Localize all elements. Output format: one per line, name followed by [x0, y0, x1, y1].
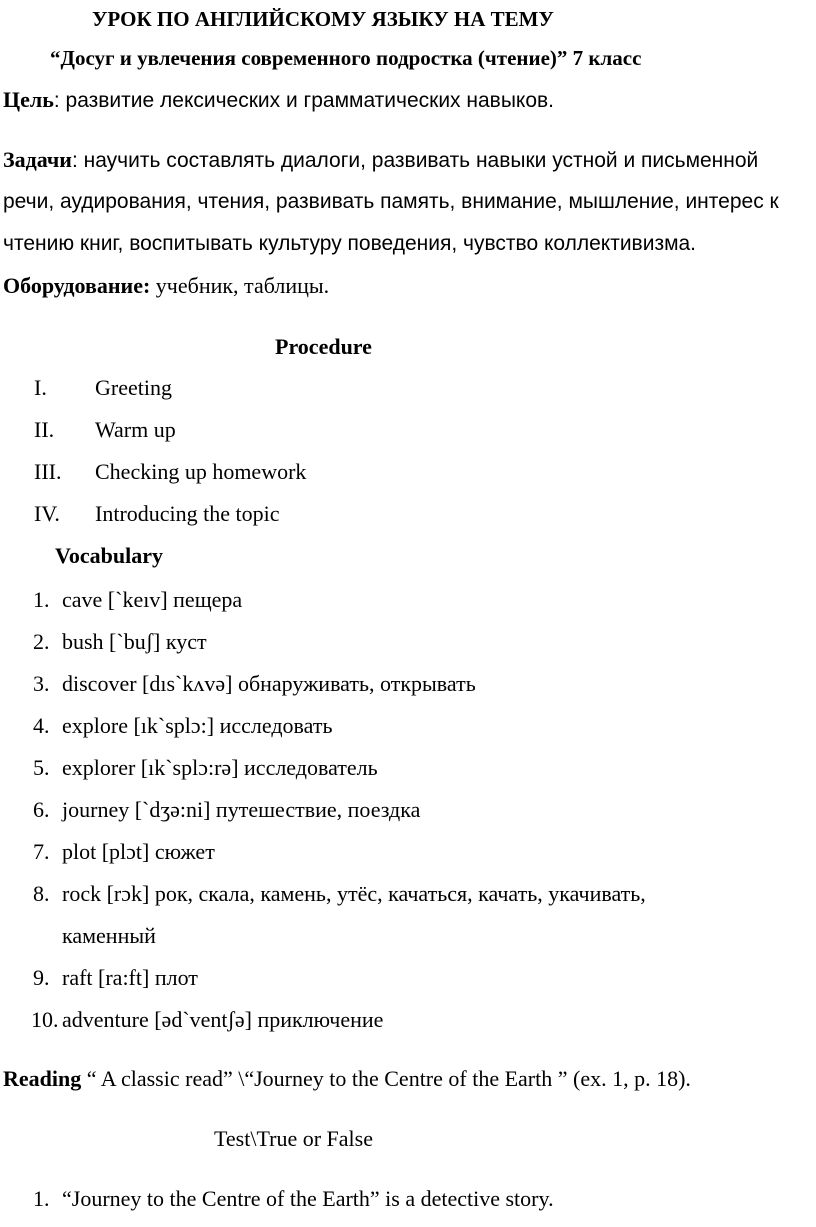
goal-line	[3, 87, 554, 114]
test-title: Test\True or False	[214, 1126, 373, 1151]
goal-text: : развитие лексических и грамматических навыков.	[53, 89, 555, 112]
equipment-line	[3, 273, 329, 299]
procedure-item: Introducing the topic	[95, 501, 280, 526]
procedure-item: Warm up	[95, 417, 176, 442]
tasks-text-1: : научить составлять диалоги, развивать навыки устной и письменной	[71, 149, 759, 172]
vocab-item: cave [`keıv] пещера	[62, 587, 243, 612]
page-subtitle: “Досуг и увлечения современного подростка (чтение)” 7 класс	[50, 46, 642, 70]
reading-line	[3, 1066, 691, 1092]
vocab-item-continuation: каменный	[62, 923, 156, 948]
vocab-num: 7.	[33, 839, 50, 864]
reading-label: Reading	[3, 1066, 82, 1091]
test-item: “Journey to the Centre of the Earth” is a detective story.	[62, 1186, 554, 1211]
equipment-text: учебник, таблицы.	[150, 273, 330, 298]
goal-label: Цель	[3, 87, 54, 112]
vocab-num: 3.	[33, 671, 50, 696]
vocab-num: 5.	[33, 755, 50, 780]
vocabulary-title: Vocabulary	[55, 543, 163, 568]
vocab-item: bush [`buʃ] куст	[62, 629, 207, 654]
vocab-item: journey [`dʒə:ni] путешествие, поездка	[62, 797, 421, 822]
vocab-item: rock [rɔk] рок, скала, камень, утёс, качаться, качать, укачивать,	[62, 881, 646, 906]
tasks-label: Задачи	[3, 147, 72, 172]
tasks-line-1	[3, 147, 758, 174]
tasks-line-2: речи, аудирования, чтения, развивать память, внимание, мышление, интерес к	[3, 190, 779, 213]
vocab-num: 9.	[33, 965, 50, 990]
procedure-title: Procedure	[275, 334, 372, 359]
vocab-num: 4.	[33, 713, 50, 738]
vocab-num: 8.	[33, 881, 50, 906]
procedure-num: IV.	[34, 501, 60, 526]
procedure-item: Checking up homework	[95, 459, 307, 484]
vocab-num: 2.	[33, 629, 50, 654]
vocab-item: explore [ık`splɔ:] исследовать	[62, 713, 333, 738]
procedure-item: Greeting	[95, 375, 172, 400]
vocab-item: discover [dıs`kʌvə] обнаруживать, открывать	[62, 671, 476, 696]
procedure-num: I.	[34, 375, 47, 400]
vocab-item: raft [ra:ft] плот	[62, 965, 198, 990]
vocab-item: adventure [əd`ventʃə] приключение	[62, 1007, 384, 1032]
vocab-item: plot [plɔt] сюжет	[62, 839, 215, 864]
vocab-num: 10.	[31, 1007, 59, 1032]
vocab-num: 6.	[33, 797, 50, 822]
procedure-num: III.	[34, 459, 62, 484]
page-title: УРОК ПО АНГЛИЙСКОМУ ЯЗЫКУ НА ТЕМУ	[92, 7, 554, 31]
equipment-label: Оборудование:	[3, 273, 151, 298]
vocab-item: explorer [ık`splɔ:rə] исследователь	[62, 755, 378, 780]
procedure-num: II.	[34, 417, 55, 442]
vocab-num: 1.	[33, 587, 50, 612]
test-num: 1.	[33, 1186, 50, 1211]
reading-text: “ A classic read” \“Journey to the Centre of the Earth ” (ex. 1, p. 18).	[81, 1066, 691, 1091]
tasks-line-3: чтению книг, воспитывать культуру поведения, чувство коллективизма.	[3, 232, 697, 255]
